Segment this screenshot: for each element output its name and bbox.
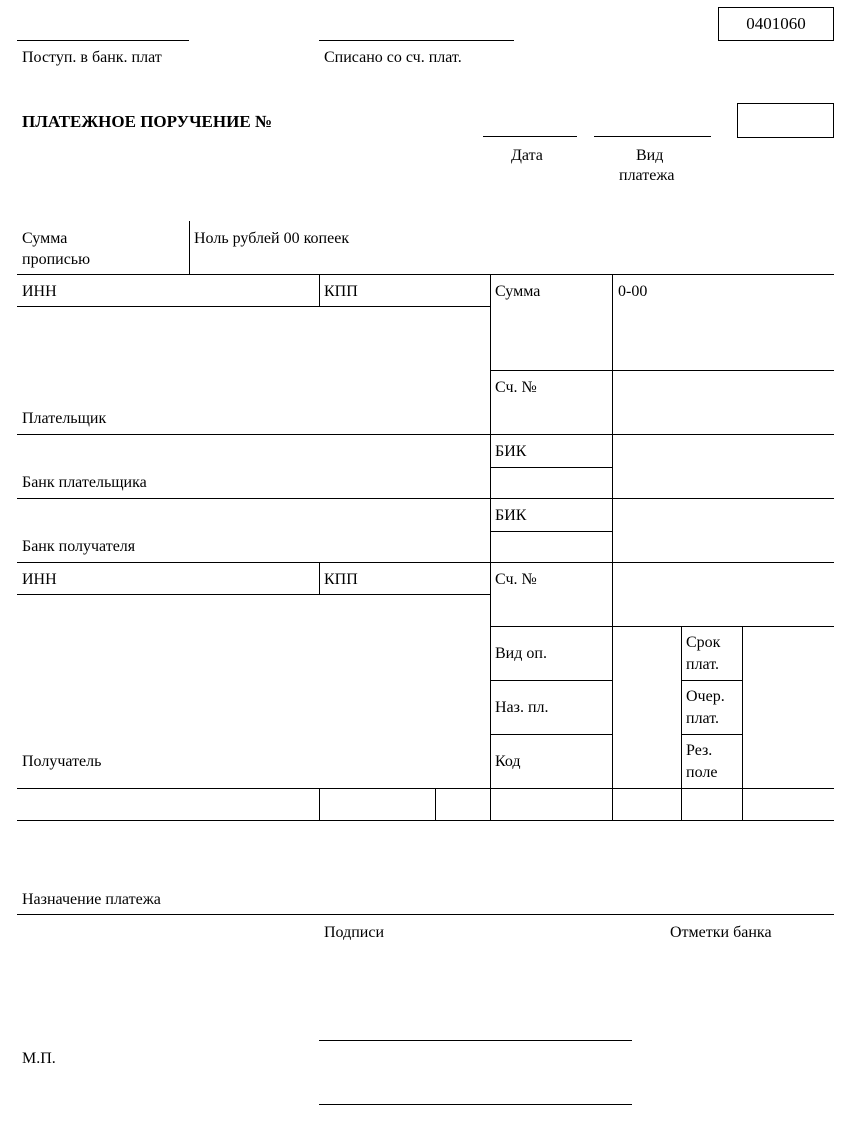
term-label-line2: плат. bbox=[686, 656, 720, 673]
stamp-label: М.П. bbox=[22, 1050, 56, 1067]
term-label-line1: Срок bbox=[686, 634, 721, 651]
grid-line bbox=[319, 788, 320, 820]
received-label: Поступ. в банк. плат bbox=[22, 49, 162, 66]
amount-words-label-line2: прописью bbox=[22, 251, 91, 268]
payer-bank-label: Банк плательщика bbox=[22, 474, 147, 491]
amount-label: Сумма bbox=[495, 283, 541, 300]
payment-type-label-line1: Вид bbox=[636, 147, 664, 164]
date-field-line[interactable] bbox=[483, 136, 577, 137]
recipient-account-label: Сч. № bbox=[495, 571, 537, 588]
received-date-line[interactable] bbox=[17, 40, 189, 41]
recipient-kpp-label: КПП bbox=[324, 571, 358, 588]
payer-inn-label: ИНН bbox=[22, 283, 57, 300]
payment-type-label-line2: платежа bbox=[619, 167, 675, 184]
grid-line bbox=[681, 626, 682, 820]
debited-label: Списано со сч. плат. bbox=[324, 49, 462, 66]
date-label: Дата bbox=[511, 147, 543, 164]
grid-line bbox=[682, 734, 743, 735]
purpose-label: Назначение платежа bbox=[22, 891, 161, 908]
grid-line bbox=[17, 434, 834, 435]
payment-status-box[interactable] bbox=[737, 103, 834, 138]
grid-line bbox=[17, 498, 834, 499]
recipient-bik-label: БИК bbox=[495, 507, 527, 524]
amount-words-label-line1: Сумма bbox=[22, 230, 68, 247]
grid-line bbox=[319, 562, 320, 594]
amount-words-divider bbox=[189, 221, 190, 274]
payer-kpp-label: КПП bbox=[324, 283, 358, 300]
reserve-label-line2: поле bbox=[686, 764, 718, 781]
op-type-label: Вид оп. bbox=[495, 645, 547, 662]
grid-line bbox=[612, 274, 613, 820]
grid-line bbox=[17, 562, 834, 563]
reserve-label-line1: Рез. bbox=[686, 742, 713, 759]
grid-line bbox=[682, 680, 743, 681]
order-label-line1: Очер. bbox=[686, 688, 725, 705]
amount-value[interactable]: 0-00 bbox=[618, 283, 648, 300]
grid-line bbox=[17, 274, 834, 275]
signature-line-2[interactable] bbox=[319, 1104, 632, 1105]
debited-date-line[interactable] bbox=[319, 40, 514, 41]
purpose-line bbox=[17, 914, 834, 915]
grid-line bbox=[490, 274, 491, 820]
grid-line bbox=[490, 531, 613, 532]
grid-line bbox=[742, 626, 743, 820]
grid-line bbox=[319, 274, 320, 306]
payer-account-label: Сч. № bbox=[495, 379, 537, 396]
purpose-code-label: Наз. пл. bbox=[495, 699, 549, 716]
grid-line bbox=[435, 788, 436, 820]
grid-line bbox=[17, 594, 490, 595]
grid-line bbox=[490, 467, 613, 468]
recipient-label: Получатель bbox=[22, 753, 102, 770]
signature-line-1[interactable] bbox=[319, 1040, 632, 1041]
recipient-bank-label: Банк получателя bbox=[22, 538, 136, 555]
payer-label: Плательщик bbox=[22, 410, 107, 427]
grid-line bbox=[490, 680, 613, 681]
bank-marks-label: Отметки банка bbox=[670, 924, 772, 941]
payment-type-field-line[interactable] bbox=[594, 136, 711, 137]
form-code-box bbox=[718, 7, 834, 41]
code-label: Код bbox=[495, 753, 521, 770]
grid-line bbox=[17, 820, 834, 821]
payer-bik-label: БИК bbox=[495, 443, 527, 460]
grid-line bbox=[17, 306, 490, 307]
page-title: ПЛАТЕЖНОЕ ПОРУЧЕНИЕ № bbox=[22, 112, 273, 131]
order-label-line2: плат. bbox=[686, 710, 720, 727]
amount-words-value[interactable]: Ноль рублей 00 копеек bbox=[194, 230, 350, 247]
grid-line bbox=[490, 734, 613, 735]
recipient-inn-label: ИНН bbox=[22, 571, 57, 588]
grid-line bbox=[490, 626, 834, 627]
form-code: 0401060 bbox=[746, 14, 806, 33]
grid-line bbox=[490, 370, 834, 371]
grid-line bbox=[17, 788, 834, 789]
signatures-label: Подписи bbox=[324, 924, 385, 941]
